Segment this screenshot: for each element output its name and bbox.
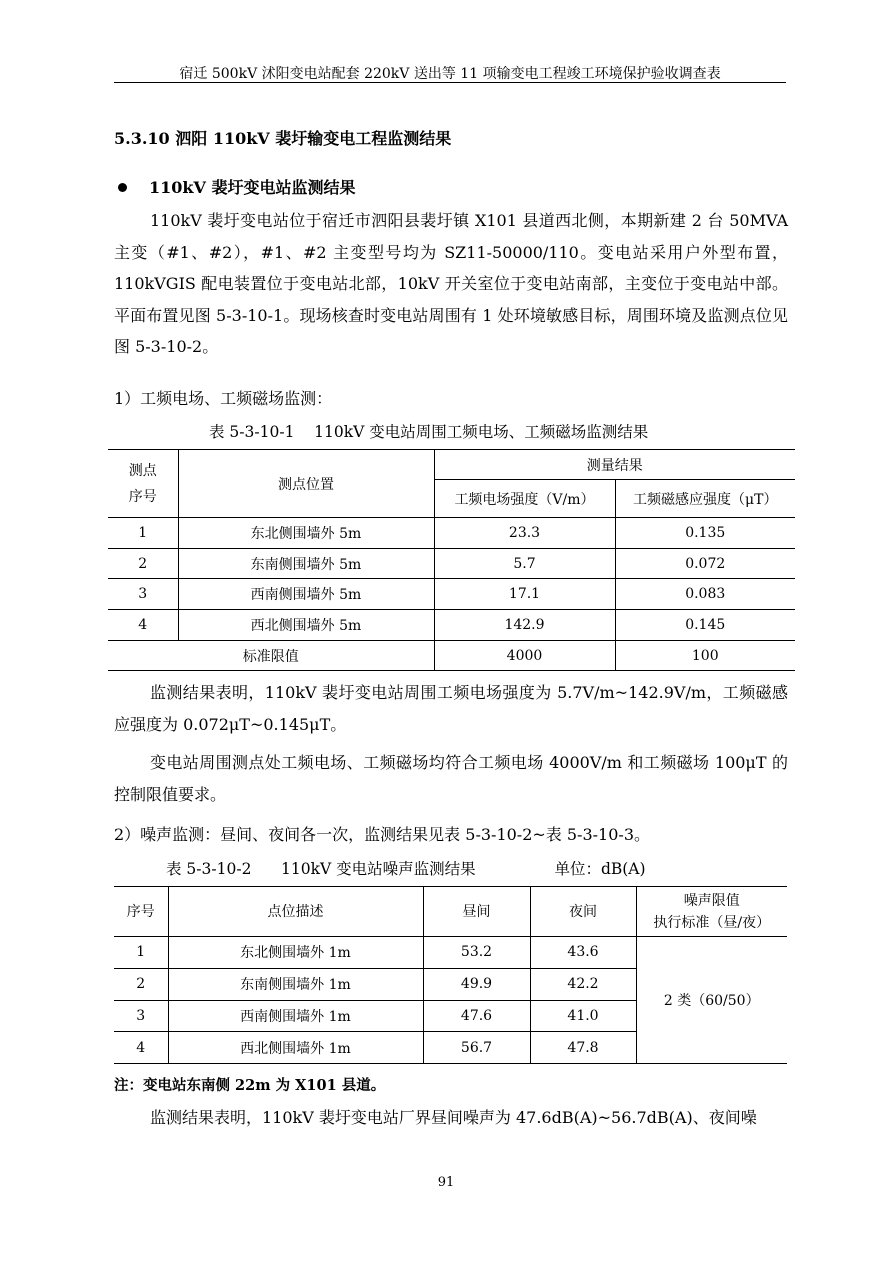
section-title: 5.3.10 泗阳 110kV 裴圩输变电工程监测结果 [114, 129, 452, 148]
cell-no: 1 [108, 518, 178, 549]
col-header-b-field: 工频磁感应强度（μT） [615, 480, 795, 518]
cell-e-field: 142.9 [434, 610, 615, 641]
bullet-heading-text: 110kV 裴圩变电站监测结果 [149, 178, 356, 197]
cell-b-field: 0.145 [615, 610, 795, 641]
result2-paragraph: 变电站周围测点处工频电场、工频磁场均符合工频电场 4000V/m 和工频磁场 100μT 的控制限值要求。 [114, 753, 788, 804]
col-header-no-line1: 测点 [128, 462, 157, 479]
cell-desc: 西北侧围墙外 1m [168, 1032, 423, 1064]
cell-b-field: 0.083 [615, 579, 795, 610]
cell-no: 1 [114, 937, 168, 969]
cell-position: 东南侧围墙外 5m [178, 548, 434, 579]
cell-e-field: 17.1 [434, 579, 615, 610]
table2-caption: 表 5-3-10-2 110kV 变电站噪声监测结果 单位：dB(A) [166, 860, 646, 878]
cell-day: 53.2 [423, 937, 530, 969]
col-header-no: 序号 [114, 887, 168, 937]
table-row [108, 610, 795, 641]
cell-desc: 东南侧围墙外 1m [168, 968, 423, 1000]
table1-caption: 表 5-3-10-1 110kV 变电站周围工频电场、工频磁场监测结果 [209, 423, 649, 441]
intro-paragraph: 110kV 裴圩变电站位于宿迁市泗阳县裴圩镇 X101 县道西北侧，本期新建 2 台 50MVA 主变（#1、#2），#1、#2 主变型号均为 SZ11-50000/110。变电站采用户外型布置，110kVGIS 配电装置位于变电站北部，10kV 开关室位于变电站南部，主变位于变电站中部。平面布置见图 5-3-10-1。现场核查时变电站周围有 1 处环境敏感目标，周围环境及监测点位见图 5-3-10-2。 [114, 211, 788, 356]
cell-no: 4 [108, 610, 178, 641]
cell-no: 4 [114, 1032, 168, 1064]
cell-no: 2 [114, 968, 168, 1000]
bullet-heading [114, 175, 355, 198]
cell-night: 47.8 [530, 1032, 636, 1064]
cell-limit-label: 标准限值 [108, 640, 434, 671]
table-row [114, 937, 787, 969]
cell-no: 3 [114, 1000, 168, 1032]
header-rule [114, 82, 786, 83]
cell-e-field: 5.7 [434, 548, 615, 579]
cell-standard: 2 类（60/50） [636, 937, 787, 1064]
cell-no: 3 [108, 579, 178, 610]
bullet-icon [118, 183, 127, 192]
cell-b-field: 0.072 [615, 548, 795, 579]
cell-day: 56.7 [423, 1032, 530, 1064]
col-header-no-line2: 序号 [128, 488, 157, 505]
cell-limit-e: 4000 [434, 640, 615, 671]
cell-night: 42.2 [530, 968, 636, 1000]
col-header-no [108, 450, 178, 518]
table-row [108, 518, 795, 549]
col-header-limit [636, 887, 787, 937]
item1-heading: 1）工频电场、工频磁场监测： [114, 389, 333, 408]
col-header-e-field: 工频电场强度（V/m） [434, 480, 615, 518]
col-header-night: 夜间 [530, 887, 636, 937]
result3-paragraph: 监测结果表明，110kV 裴圩变电站厂界昼间噪声为 47.6dB(A)~56.7dB(A)、夜间噪 [150, 1108, 757, 1127]
cell-position: 西北侧围墙外 5m [178, 610, 434, 641]
col-header-desc: 点位描述 [168, 887, 423, 937]
cell-desc: 东北侧围墙外 1m [168, 937, 423, 969]
item2-heading: 2）噪声监测：昼间、夜间各一次，监测结果见表 5-3-10-2~表 5-3-10-3。 [114, 825, 650, 844]
cell-e-field: 23.3 [434, 518, 615, 549]
table-row [108, 548, 795, 579]
col-header-limit-line2: 执行标准（昼/夜） [653, 914, 771, 931]
page-header: 宿迁 500kV 沭阳变电站配套 220kV 送出等 11 项输变电工程竣工环境保护验收调查表 [179, 66, 721, 82]
col-header-position: 测点位置 [178, 450, 434, 518]
limit-row [108, 640, 795, 671]
cell-desc: 西南侧围墙外 1m [168, 1000, 423, 1032]
cell-day: 47.6 [423, 1000, 530, 1032]
result1-paragraph: 监测结果表明，110kV 裴圩变电站周围工频电场强度为 5.7V/m~142.9V/m，工频磁感应强度为 0.072μT~0.145μT。 [114, 683, 788, 734]
col-header-result: 测量结果 [434, 450, 795, 480]
page-number: 91 [437, 1175, 455, 1190]
cell-day: 49.9 [423, 968, 530, 1000]
cell-night: 41.0 [530, 1000, 636, 1032]
col-header-day: 昼间 [423, 887, 530, 937]
table-row [108, 579, 795, 610]
table-note: 注：变电站东南侧 22m 为 X101 县道。 [114, 1077, 386, 1094]
noise-results-table [114, 886, 787, 1064]
cell-night: 43.6 [530, 937, 636, 969]
emf-results-table [108, 449, 795, 671]
cell-limit-b: 100 [615, 640, 795, 671]
cell-position: 西南侧围墙外 5m [178, 579, 434, 610]
cell-no: 2 [108, 548, 178, 579]
cell-b-field: 0.135 [615, 518, 795, 549]
cell-position: 东北侧围墙外 5m [178, 518, 434, 549]
col-header-limit-line1: 噪声限值 [683, 892, 740, 909]
